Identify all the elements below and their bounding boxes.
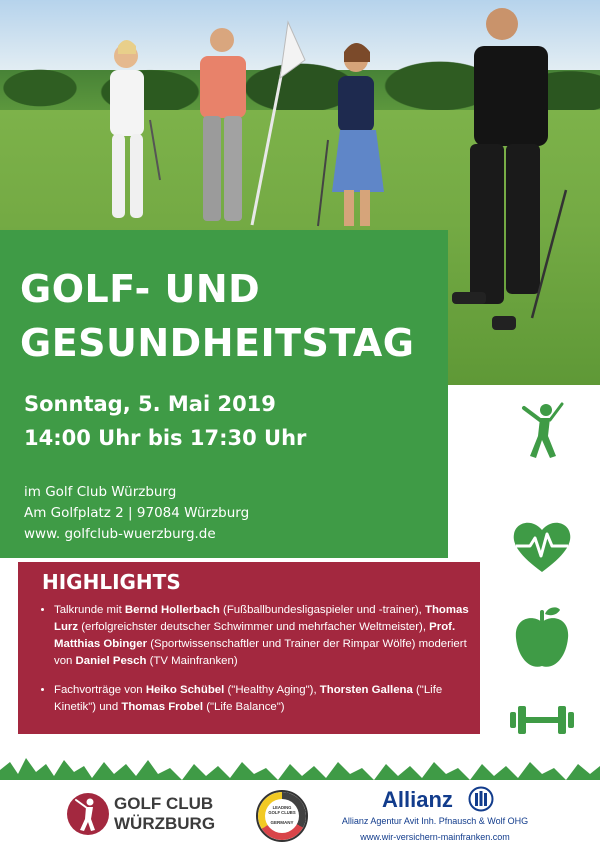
event-time: 14:00 Uhr bis 17:30 Uhr bbox=[24, 426, 307, 450]
speaker-name: Thomas Lurz bbox=[54, 604, 469, 633]
speaker-name: Daniel Pesch bbox=[75, 655, 147, 667]
agency-name: Allianz Agentur Avit Inh. Pfnausch & Wolf OHG bbox=[341, 816, 529, 826]
text: (erfolgreichster deutscher Schwimmer und mehrfacher Weltmeister), bbox=[78, 621, 430, 633]
text: Talkrunde mit bbox=[54, 604, 125, 616]
text: (Fußballbundesligaspieler und -trainer), bbox=[219, 604, 425, 616]
event-date: Sonntag, 5. Mai 2019 bbox=[24, 392, 276, 416]
golfer-icon bbox=[510, 400, 574, 464]
allianz-wordmark: Allianz bbox=[382, 787, 453, 812]
highlights-list bbox=[40, 602, 482, 728]
event-venue: im Golf Club Würzburg bbox=[24, 484, 177, 500]
highlight-item-talk bbox=[54, 602, 482, 670]
allianz-logo bbox=[382, 787, 453, 813]
text: (TV Mainfranken) bbox=[146, 655, 238, 667]
badge-text-top: LEADING GOLF CLUBS bbox=[268, 805, 296, 815]
event-title bbox=[20, 262, 414, 370]
speaker-name: Prof. Matthias Obinger bbox=[54, 621, 456, 650]
text: ("Healthy Aging"), bbox=[224, 684, 320, 696]
event-address: Am Golfplatz 2 | 97084 Würzburg bbox=[24, 505, 250, 521]
speaker-name: Bernd Hollerbach bbox=[124, 604, 220, 616]
club-name-line-2: WÜRZBURG bbox=[114, 814, 216, 833]
speaker-name: Thorsten Gallena bbox=[319, 684, 413, 696]
allianz-eagle-icon bbox=[468, 786, 494, 812]
club-name-line-1: GOLF CLUB bbox=[114, 794, 214, 813]
speaker-name: Heiko Schübel bbox=[145, 684, 225, 696]
dumbbell-icon bbox=[508, 702, 576, 738]
title-line-2: GESUNDHEITSTAG bbox=[20, 321, 415, 365]
text: ("Life Balance") bbox=[203, 701, 285, 713]
event-website[interactable]: www. golfclub-wuerzburg.de bbox=[24, 526, 216, 542]
speaker-name: Thomas Frobel bbox=[121, 701, 204, 713]
agency-website[interactable]: www.wir-versichern-mainfranken.com bbox=[360, 832, 510, 842]
highlights-box bbox=[18, 562, 480, 734]
apple-icon bbox=[512, 606, 572, 672]
title-line-1: GOLF- UND bbox=[20, 267, 261, 311]
highlights-heading: HIGHLIGHTS bbox=[42, 570, 181, 594]
text: Fachvorträge von bbox=[54, 684, 146, 696]
text: (Sportwissenschaftler und Trainer der Rimpar Wölfe) moderiert von bbox=[54, 638, 467, 667]
text: ("Life Kinetik") und bbox=[54, 684, 443, 713]
golf-club-logo-icon bbox=[66, 792, 110, 836]
badge-text-bottom: GERMANY bbox=[270, 820, 294, 825]
highlight-item-lectures bbox=[54, 682, 482, 716]
leading-golf-clubs-badge bbox=[256, 790, 308, 842]
heart-pulse-icon bbox=[510, 516, 574, 576]
